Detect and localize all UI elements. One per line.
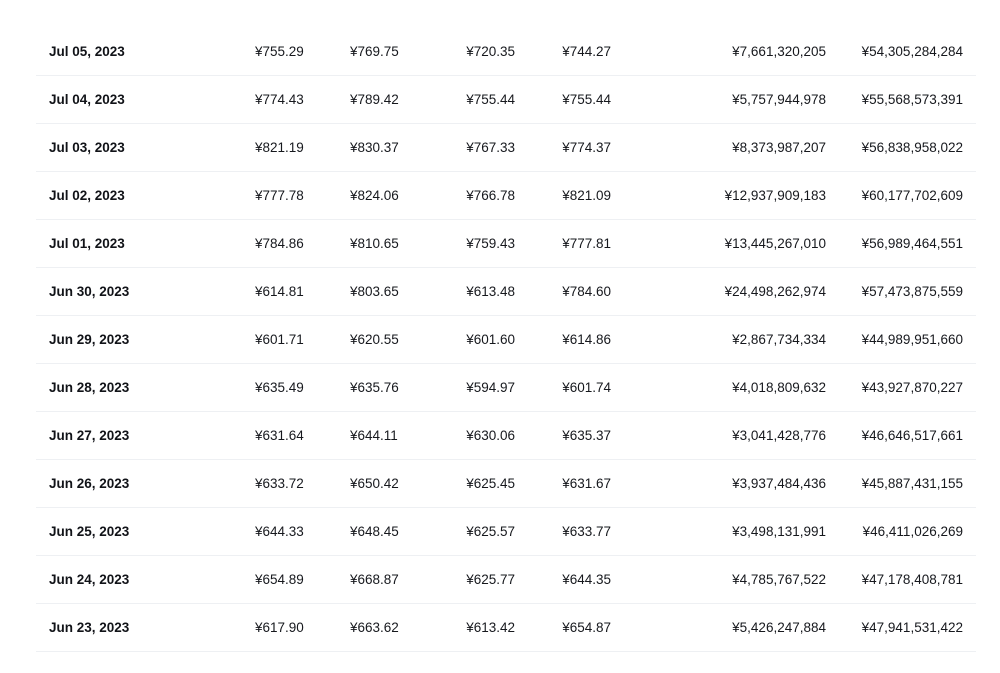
high-cell: ¥789.42	[350, 92, 399, 107]
volume-cell: ¥8,373,987,207	[732, 140, 826, 155]
market-cap-cell: ¥46,411,026,269	[862, 524, 963, 539]
date-cell: Jun 30, 2023	[49, 284, 130, 299]
close-cell: ¥654.87	[562, 620, 611, 635]
volume-cell: ¥12,937,909,183	[724, 188, 826, 203]
volume-cell: ¥2,867,734,334	[732, 332, 826, 347]
low-cell: ¥594.97	[466, 380, 515, 395]
close-cell: ¥631.67	[562, 476, 611, 491]
market-cap-cell: ¥45,887,431,155	[861, 476, 963, 491]
date-cell: Jun 26, 2023	[49, 476, 130, 491]
open-cell: ¥784.86	[255, 236, 304, 251]
table-row	[36, 412, 976, 460]
high-cell: ¥830.37	[350, 140, 399, 155]
market-cap-cell: ¥43,927,870,227	[861, 380, 963, 395]
open-cell: ¥654.89	[255, 572, 304, 587]
close-cell: ¥614.86	[562, 332, 611, 347]
market-cap-cell: ¥44,989,951,660	[861, 332, 963, 347]
market-cap-cell: ¥60,177,702,609	[861, 188, 963, 203]
low-cell: ¥613.42	[466, 620, 515, 635]
high-cell: ¥810.65	[350, 236, 399, 251]
low-cell: ¥601.60	[466, 332, 515, 347]
open-cell: ¥617.90	[255, 620, 304, 635]
high-cell: ¥644.11	[350, 428, 398, 443]
low-cell: ¥613.48	[466, 284, 515, 299]
table-row	[36, 604, 976, 652]
close-cell: ¥744.27	[562, 44, 611, 59]
table-row	[36, 220, 976, 268]
volume-cell: ¥3,937,484,436	[732, 476, 826, 491]
table-row	[36, 124, 976, 172]
open-cell: ¥755.29	[255, 44, 304, 59]
low-cell: ¥767.33	[466, 140, 515, 155]
high-cell: ¥650.42	[350, 476, 399, 491]
high-cell: ¥668.87	[350, 572, 399, 587]
market-cap-cell: ¥56,989,464,551	[861, 236, 963, 251]
low-cell: ¥625.57	[466, 524, 515, 539]
volume-cell: ¥4,785,767,522	[732, 572, 826, 587]
open-cell: ¥614.81	[255, 284, 304, 299]
high-cell: ¥635.76	[350, 380, 399, 395]
date-cell: Jul 05, 2023	[49, 44, 125, 59]
volume-cell: ¥24,498,262,974	[724, 284, 826, 299]
high-cell: ¥648.45	[350, 524, 399, 539]
close-cell: ¥601.74	[562, 380, 611, 395]
open-cell: ¥821.19	[255, 140, 304, 155]
low-cell: ¥755.44	[466, 92, 515, 107]
table-row	[36, 556, 976, 604]
low-cell: ¥625.45	[466, 476, 515, 491]
date-cell: Jun 25, 2023	[49, 524, 130, 539]
low-cell: ¥625.77	[466, 572, 515, 587]
historical-data-table	[36, 28, 976, 652]
open-cell: ¥635.49	[255, 380, 304, 395]
volume-cell: ¥5,757,944,978	[732, 92, 826, 107]
high-cell: ¥803.65	[350, 284, 399, 299]
market-cap-cell: ¥56,838,958,022	[861, 140, 963, 155]
volume-cell: ¥3,498,131,991	[732, 524, 826, 539]
low-cell: ¥759.43	[466, 236, 515, 251]
table-row	[36, 28, 976, 76]
date-cell: Jul 02, 2023	[49, 188, 125, 203]
table-row	[36, 460, 976, 508]
date-cell: Jun 29, 2023	[49, 332, 130, 347]
market-cap-cell: ¥54,305,284,284	[861, 44, 963, 59]
close-cell: ¥777.81	[562, 236, 611, 251]
close-cell: ¥644.35	[562, 572, 611, 587]
date-cell: Jun 24, 2023	[49, 572, 130, 587]
table-row	[36, 364, 976, 412]
close-cell: ¥774.37	[562, 140, 611, 155]
table-row	[36, 268, 976, 316]
open-cell: ¥631.64	[255, 428, 304, 443]
market-cap-cell: ¥47,941,531,422	[861, 620, 963, 635]
table-row	[36, 76, 976, 124]
low-cell: ¥720.35	[466, 44, 515, 59]
open-cell: ¥777.78	[255, 188, 304, 203]
close-cell: ¥633.77	[562, 524, 611, 539]
market-cap-cell: ¥46,646,517,661	[861, 428, 963, 443]
open-cell: ¥774.43	[255, 92, 304, 107]
volume-cell: ¥7,661,320,205	[732, 44, 826, 59]
high-cell: ¥620.55	[350, 332, 399, 347]
date-cell: Jul 03, 2023	[49, 140, 125, 155]
high-cell: ¥769.75	[350, 44, 399, 59]
close-cell: ¥635.37	[562, 428, 611, 443]
date-cell: Jul 01, 2023	[49, 236, 125, 251]
volume-cell: ¥4,018,809,632	[732, 380, 826, 395]
date-cell: Jun 28, 2023	[49, 380, 130, 395]
market-cap-cell: ¥55,568,573,391	[861, 92, 963, 107]
market-cap-cell: ¥47,178,408,781	[861, 572, 963, 587]
volume-cell: ¥13,445,267,010	[724, 236, 826, 251]
date-cell: Jun 27, 2023	[49, 428, 130, 443]
open-cell: ¥601.71	[255, 332, 304, 347]
high-cell: ¥824.06	[350, 188, 399, 203]
low-cell: ¥766.78	[466, 188, 515, 203]
open-cell: ¥644.33	[255, 524, 304, 539]
close-cell: ¥755.44	[562, 92, 611, 107]
table-row	[36, 172, 976, 220]
date-cell: Jun 23, 2023	[49, 620, 130, 635]
open-cell: ¥633.72	[255, 476, 304, 491]
low-cell: ¥630.06	[466, 428, 515, 443]
close-cell: ¥821.09	[562, 188, 611, 203]
volume-cell: ¥5,426,247,884	[732, 620, 826, 635]
volume-cell: ¥3,041,428,776	[732, 428, 826, 443]
market-cap-cell: ¥57,473,875,559	[861, 284, 963, 299]
table-row	[36, 316, 976, 364]
high-cell: ¥663.62	[350, 620, 399, 635]
table-row	[36, 508, 976, 556]
close-cell: ¥784.60	[562, 284, 611, 299]
date-cell: Jul 04, 2023	[49, 92, 125, 107]
